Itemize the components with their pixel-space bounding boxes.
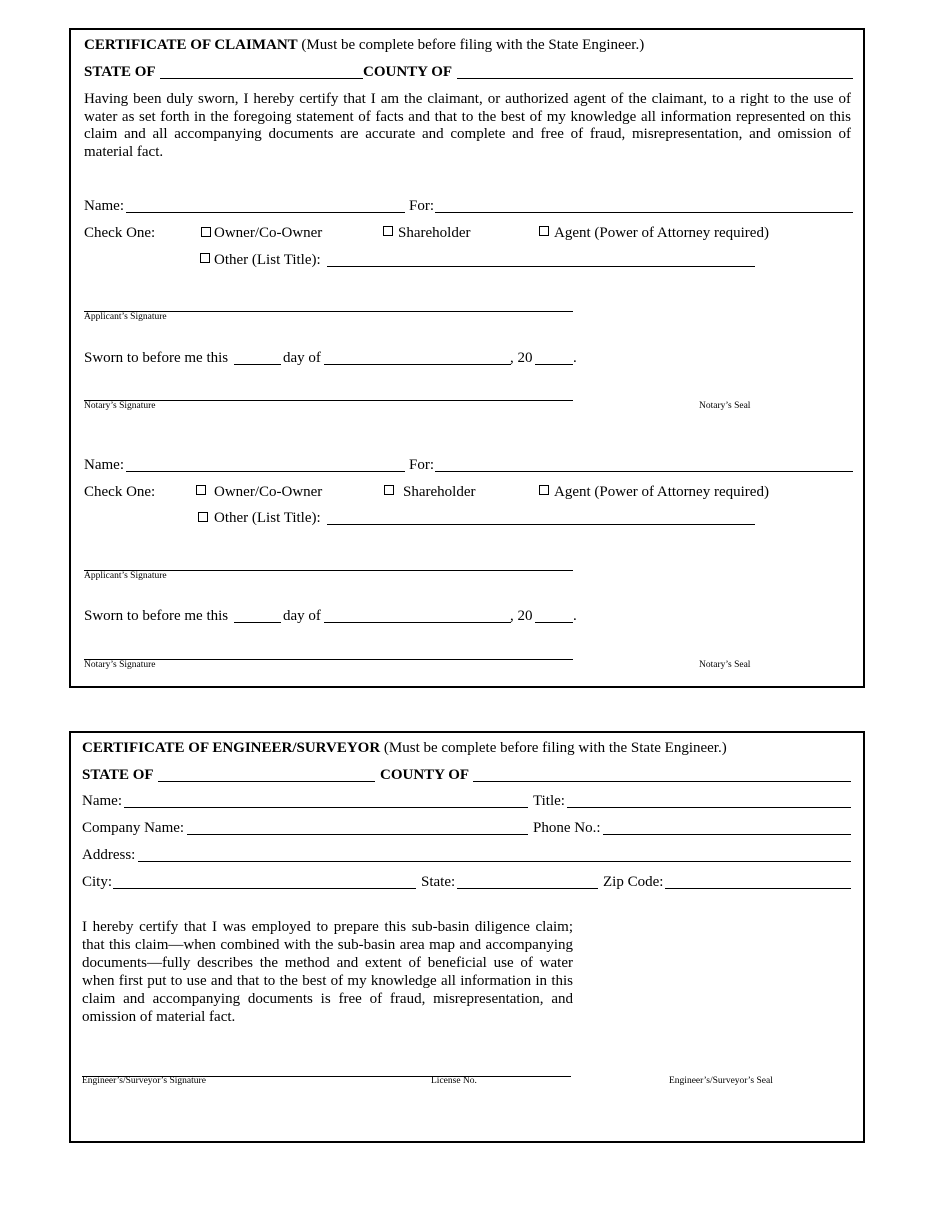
block2-check-one-label: Check One: (84, 484, 156, 500)
engineer-zip-field[interactable] (665, 888, 851, 889)
block1-sworn-end: . (573, 350, 577, 366)
block1-notary-signature-line[interactable] (84, 400, 573, 401)
block1-check-one-label: Check One: (84, 225, 156, 241)
block1-sworn-year-field[interactable] (535, 364, 573, 365)
block2-other-checkbox[interactable] (198, 512, 208, 522)
block2-shareholder-checkbox[interactable] (384, 485, 394, 495)
block1-other-checkbox[interactable] (200, 253, 210, 263)
block1-name-field[interactable] (126, 212, 405, 213)
engineer-title (82, 740, 727, 757)
claimant-statement: Having been duly sworn, I hereby certify that I am the claimant, or authorized agent of the claimant, to a right to the use of water as set forth in the foregoing statement of facts and that to the best of my knowledge all information represented on this claim and all accompanying documents are accurate and complete and free of fraud, misrepresentation, and omission of material fact. (84, 91, 851, 160)
engineer-name-field[interactable] (124, 807, 528, 808)
engineer-title-label: Title: (533, 793, 565, 809)
block1-sworn-prefix: Sworn to before me this (84, 350, 229, 366)
block2-owner-label: Owner/Co-Owner (214, 484, 323, 500)
engineer-seal-label: Engineer’s/Surveyor’s Seal (669, 1076, 773, 1086)
block2-agent-checkbox[interactable] (539, 485, 549, 495)
claimant-title-bold: CERTIFICATE OF CLAIMANT (84, 37, 298, 53)
block1-other-title-field[interactable] (327, 266, 755, 267)
engineer-title-field[interactable] (567, 807, 851, 808)
block2-for-field[interactable] (435, 471, 853, 472)
engineer-phone-field[interactable] (603, 834, 851, 835)
block1-agent-checkbox[interactable] (539, 226, 549, 236)
block1-agent-label: Agent (Power of Attorney required) (554, 225, 769, 241)
engineer-zip-label: Zip Code: (603, 874, 664, 890)
block2-for-label: For: (409, 457, 435, 473)
block2-sworn-day-label: day of (283, 608, 321, 624)
block1-shareholder-checkbox[interactable] (383, 226, 393, 236)
claimant-title-note: (Must be complete before filing with the State Engineer.) (301, 37, 645, 53)
block1-sworn-day-label: day of (283, 350, 321, 366)
block1-owner-label: Owner/Co-Owner (214, 225, 323, 241)
block2-notary-signature-label: Notary’s Signature (84, 660, 156, 670)
block1-other-label: Other (List Title): (214, 252, 321, 268)
block1-shareholder-label: Shareholder (398, 225, 471, 241)
claimant-county-label: COUNTY OF (363, 64, 453, 80)
block1-sworn-year-label: , 20 (510, 350, 533, 366)
engineer-state-field[interactable] (158, 781, 375, 782)
block2-other-label: Other (List Title): (214, 510, 321, 526)
block1-sworn-month-field[interactable] (324, 364, 511, 365)
block2-other-title-field[interactable] (327, 524, 755, 525)
block2-notary-signature-line[interactable] (84, 659, 573, 660)
block1-notary-seal-label: Notary’s Seal (699, 401, 751, 411)
block1-name-label: Name: (84, 198, 124, 214)
claimant-county-field[interactable] (457, 78, 853, 79)
block1-applicant-signature-label: Applicant’s Signature (84, 312, 167, 322)
engineer-certification-text: I hereby certify that I was employed to prepare this sub-basin diligence claim; that this claim—when combined with the sub-basin area map and accompanying documents—fully describes the method and extent of beneficial use of water when first put to use and that to the best of my knowledge all information in this claim and accompanying documents is free of fraud, misrepresentation, and omission of material fact. (82, 919, 573, 1025)
block2-agent-label: Agent (Power of Attorney required) (554, 484, 769, 500)
engineer-county-label: COUNTY OF (380, 767, 470, 783)
engineer-state-label: STATE OF (82, 767, 154, 783)
block2-sworn-year-field[interactable] (535, 622, 573, 623)
block2-shareholder-label: Shareholder (403, 484, 476, 500)
block2-sworn-end: . (573, 608, 577, 624)
claimant-title (84, 37, 644, 54)
block1-for-label: For: (409, 198, 435, 214)
block2-sworn-year-label: , 20 (510, 608, 533, 624)
engineer-city-field[interactable] (113, 888, 416, 889)
block2-sworn-prefix: Sworn to before me this (84, 608, 229, 624)
engineer-state-field-label: State: (421, 874, 456, 890)
engineer-address-label: Address: (82, 847, 136, 863)
block1-notary-signature-label: Notary’s Signature (84, 401, 156, 411)
engineer-signature-label: Engineer’s/Surveyor’s Signature (82, 1076, 206, 1086)
engineer-title-bold: CERTIFICATE OF ENGINEER/SURVEYOR (82, 740, 381, 756)
engineer-company-label: Company Name: (82, 820, 185, 836)
engineer-phone-label: Phone No.: (533, 820, 601, 836)
engineer-state-input[interactable] (457, 888, 598, 889)
engineer-title-note: (Must be complete before filing with the State Engineer.) (383, 740, 727, 756)
block2-name-label: Name: (84, 457, 124, 473)
claimant-state-field[interactable] (160, 78, 363, 79)
engineer-license-label: License No. (431, 1076, 477, 1086)
block2-sworn-day-field[interactable] (234, 622, 281, 623)
block1-owner-checkbox[interactable] (201, 227, 211, 237)
engineer-address-field[interactable] (138, 861, 851, 862)
block2-applicant-signature-label: Applicant’s Signature (84, 571, 167, 581)
block2-notary-seal-label: Notary’s Seal (699, 660, 751, 670)
block2-owner-checkbox[interactable] (196, 485, 206, 495)
engineer-county-field[interactable] (473, 781, 851, 782)
engineer-name-label: Name: (82, 793, 122, 809)
engineer-company-field[interactable] (187, 834, 528, 835)
block2-name-field[interactable] (126, 471, 405, 472)
block1-sworn-day-field[interactable] (234, 364, 281, 365)
engineer-city-label: City: (82, 874, 113, 890)
claimant-state-label: STATE OF (84, 64, 156, 80)
block2-sworn-month-field[interactable] (324, 622, 511, 623)
block1-for-field[interactable] (435, 212, 853, 213)
